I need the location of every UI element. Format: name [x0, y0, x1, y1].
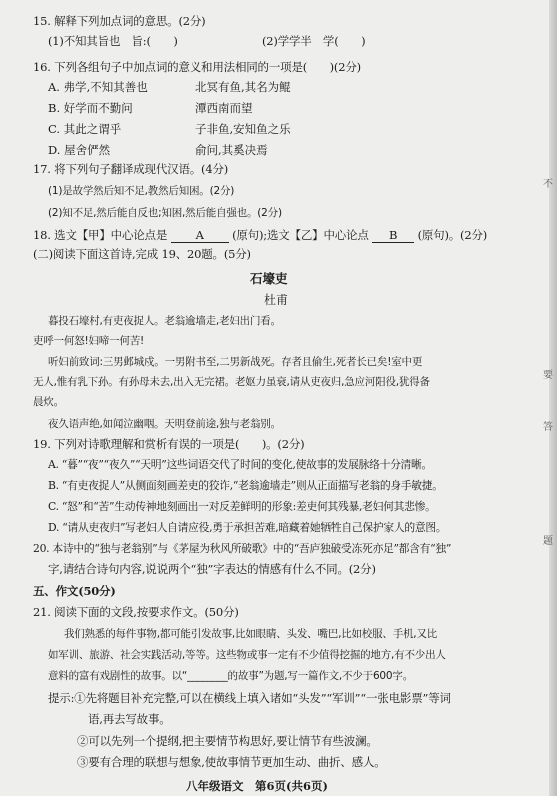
poem-author: 杜甫 — [264, 293, 289, 307]
q21-tip-3: ③要有合理的联想与想象,使故事情节更加生动、曲折、感人。 — [77, 755, 386, 769]
section-5-heading: 五、作文(50分) — [33, 584, 116, 598]
poem-line-4: 无人,惟有乳下孙。有孙母未去,出入无完裙。老妪力虽衰,请从吏夜归,急应河阳役,犹得备 — [33, 376, 430, 388]
binding-edge — [549, 0, 557, 796]
q19-option-c: C. “怒”和“苦”生动传神地刻画出一对反差鲜明的形象:差吏何其残暴,老妇何其悲惨。 — [48, 500, 436, 513]
q17-stem: 17. 将下列句子翻译成现代汉语。(4分) — [33, 162, 229, 176]
q18-answer-b[interactable]: B — [372, 228, 414, 243]
q17-item-2: (2)知不足,然后能自反也;知困,然后能自强也。(2分) — [48, 207, 282, 219]
q21-tip-1: 提示:①先将题目补充完整,可以在横线上填入诸如“头发”“军训”“一张电影票”等词 — [48, 691, 451, 705]
poem-title: 石壕吏 — [250, 271, 288, 286]
q17-item-1: (1)是故学然后知不足,教然后知困。(2分) — [48, 185, 235, 197]
q18-answer-a[interactable]: A — [171, 228, 229, 243]
page-footer: 八年级语文 第6页(共6页) — [186, 779, 328, 793]
poem-line-6: 夜久语声绝,如闻泣幽咽。天明登前途,独与老翁别。 — [48, 418, 281, 430]
q16-option-c-right: 子非鱼,安知鱼之乐 — [195, 122, 291, 136]
q21-stem: 21. 阅读下面的文段,按要求作文。(50分) — [33, 605, 239, 619]
edge-char-1: 题 — [543, 536, 553, 547]
q19-option-d: D. “请从吏夜归”写老妇人自请应役,勇于承担苦难,暗藏着她牺牲自己保护家人的意图。 — [48, 521, 447, 534]
q21-passage-line-2: 如军训、旅游、社会实践活动,等等。这些物或事一定有不少值得挖掘的地方,有不少出人 — [48, 649, 446, 661]
poem-line-3: 听妇前致词:三男邺城戍。一男附书至,二男新战死。存者且偷生,死者长已矣!室中更 — [48, 356, 423, 368]
edge-char-3: 要 — [543, 370, 553, 381]
q20-line-2: 字,请结合诗句内容,说说两个“独”字表达的情感有什么不同。(2分) — [48, 562, 376, 576]
q16-option-c-left: C. 其此之谓乎 — [48, 122, 122, 136]
edge-char-4: 不 — [543, 179, 553, 190]
q21-tip-2: ②可以先列一个提纲,把主要情节构思好,要让情节有些波澜。 — [77, 734, 378, 748]
q18-part-2: (原句);选文【乙】中心论点 — [232, 228, 369, 242]
q18-part-3: (原句)。(2分) — [417, 228, 488, 242]
poem-line-1: 暮投石壕村,有吏夜捉人。老翁逾墙走,老妇出门看。 — [48, 315, 281, 327]
q20-line-1: 20. 本诗中的“独与老翁别”与《茅屋为秋风所破歌》中的“吾庐独破受冻死亦足”都含有“独” — [33, 542, 452, 555]
poem-line-5: 晨炊。 — [33, 396, 64, 408]
q16-option-d-right: 俞问,其奚决焉 — [195, 143, 268, 157]
q16-option-d-left: D. 屋舍俨然 — [48, 143, 111, 157]
poem-line-2: 吏呼一何怒!妇啼一何苦! — [33, 335, 145, 347]
q15-item-2: (2)学学半 学( ) — [262, 34, 366, 48]
edge-char-2: 答 — [543, 422, 553, 433]
q19-stem: 19. 下列对诗歌理解和赏析有误的一项是( )。(2分) — [33, 437, 305, 451]
q19-option-a: A. “暮”“夜”“夜久”“天明”这些词语交代了时间的变化,使故事的发展脉络十分清晰。 — [48, 458, 433, 471]
q21-tip-1-cont: 语,再去写故事。 — [88, 712, 171, 726]
q18-line — [33, 228, 487, 243]
q16-option-a-left: A. 弗学,不知其善也 — [48, 80, 148, 94]
section-2-heading: (二)阅读下面这首诗,完成 19、20题。(5分) — [33, 247, 251, 261]
q18-part-1: 18. 选文【甲】中心论点是 — [33, 228, 168, 242]
q21-passage-line-3: 意料的富有戏剧性的故事。以“________的故事”为题,写一篇作文,不少于600字。 — [48, 670, 413, 682]
q15-item-1: (1)不知其旨也 旨:( ) — [48, 34, 178, 48]
q16-option-b-left: B. 好学而不勤问 — [48, 101, 133, 115]
q16-option-b-right: 潭西南而望 — [195, 101, 253, 115]
q15-stem: 15. 解释下列加点词的意思。(2分) — [33, 14, 206, 28]
q21-passage-line-1: 我们熟悉的每件事物,都可能引发故事,比如眼睛、头发、嘴巴,比如校服、手机,又比 — [64, 628, 438, 640]
q16-stem: 16. 下列各组句子中加点词的意义和用法相同的一项是( )(2分) — [33, 60, 361, 74]
q19-option-b: B. “有吏夜捉人”从侧面刻画差吏的狡诈,“老翁逾墙走”则从正面描写老翁的身手敏捷。 — [48, 479, 443, 492]
q16-option-a-right: 北冥有鱼,其名为鲲 — [195, 80, 291, 94]
